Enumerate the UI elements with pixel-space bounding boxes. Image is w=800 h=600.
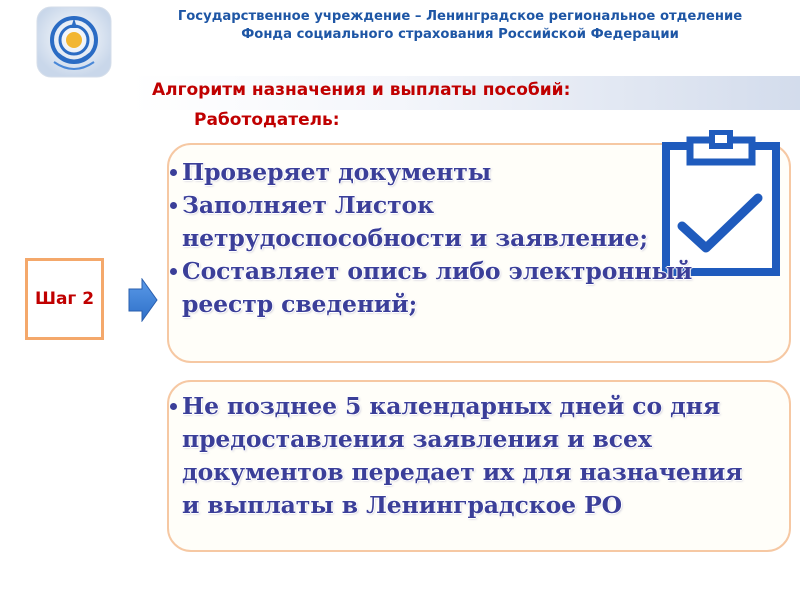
list-item-continuation: нетрудоспособности и заявление; [182,224,648,252]
deadline-list [168,390,742,522]
actions-list [168,156,692,321]
list-item: Не позднее 5 календарных дней со дня [168,390,742,423]
list-item: Заполняет Листок [168,189,692,222]
list-item: Составляет опись либо электронный [168,255,692,288]
org-name-line-1: Государственное учреждение – Ленинградское региональное отделение [177,9,743,24]
list-item-continuation: документов передает их для назначения [182,458,743,486]
subtitle: Работодатель: [194,110,340,130]
page-title: Алгоритм назначения и выплаты пособий: [152,80,571,100]
list-item-continuation: предоставления заявления и всех [182,425,652,453]
list-item: Проверяет документы [168,156,692,189]
right-arrow-icon [128,278,158,322]
bullet-icon [170,403,177,410]
org-name-line-2: Фонда социального страхования Российской Федерации [241,27,679,42]
organization-name [120,8,800,44]
step-label: Шаг 2 [34,289,95,309]
list-item-continuation: и выплаты в Ленинградское РО [182,491,623,519]
bullet-icon [170,169,177,176]
bullet-icon [170,268,177,275]
list-item-continuation: реестр сведений; [182,290,418,318]
step-box [25,258,104,340]
fss-emblem-icon [36,6,112,78]
bullet-icon [170,202,177,209]
